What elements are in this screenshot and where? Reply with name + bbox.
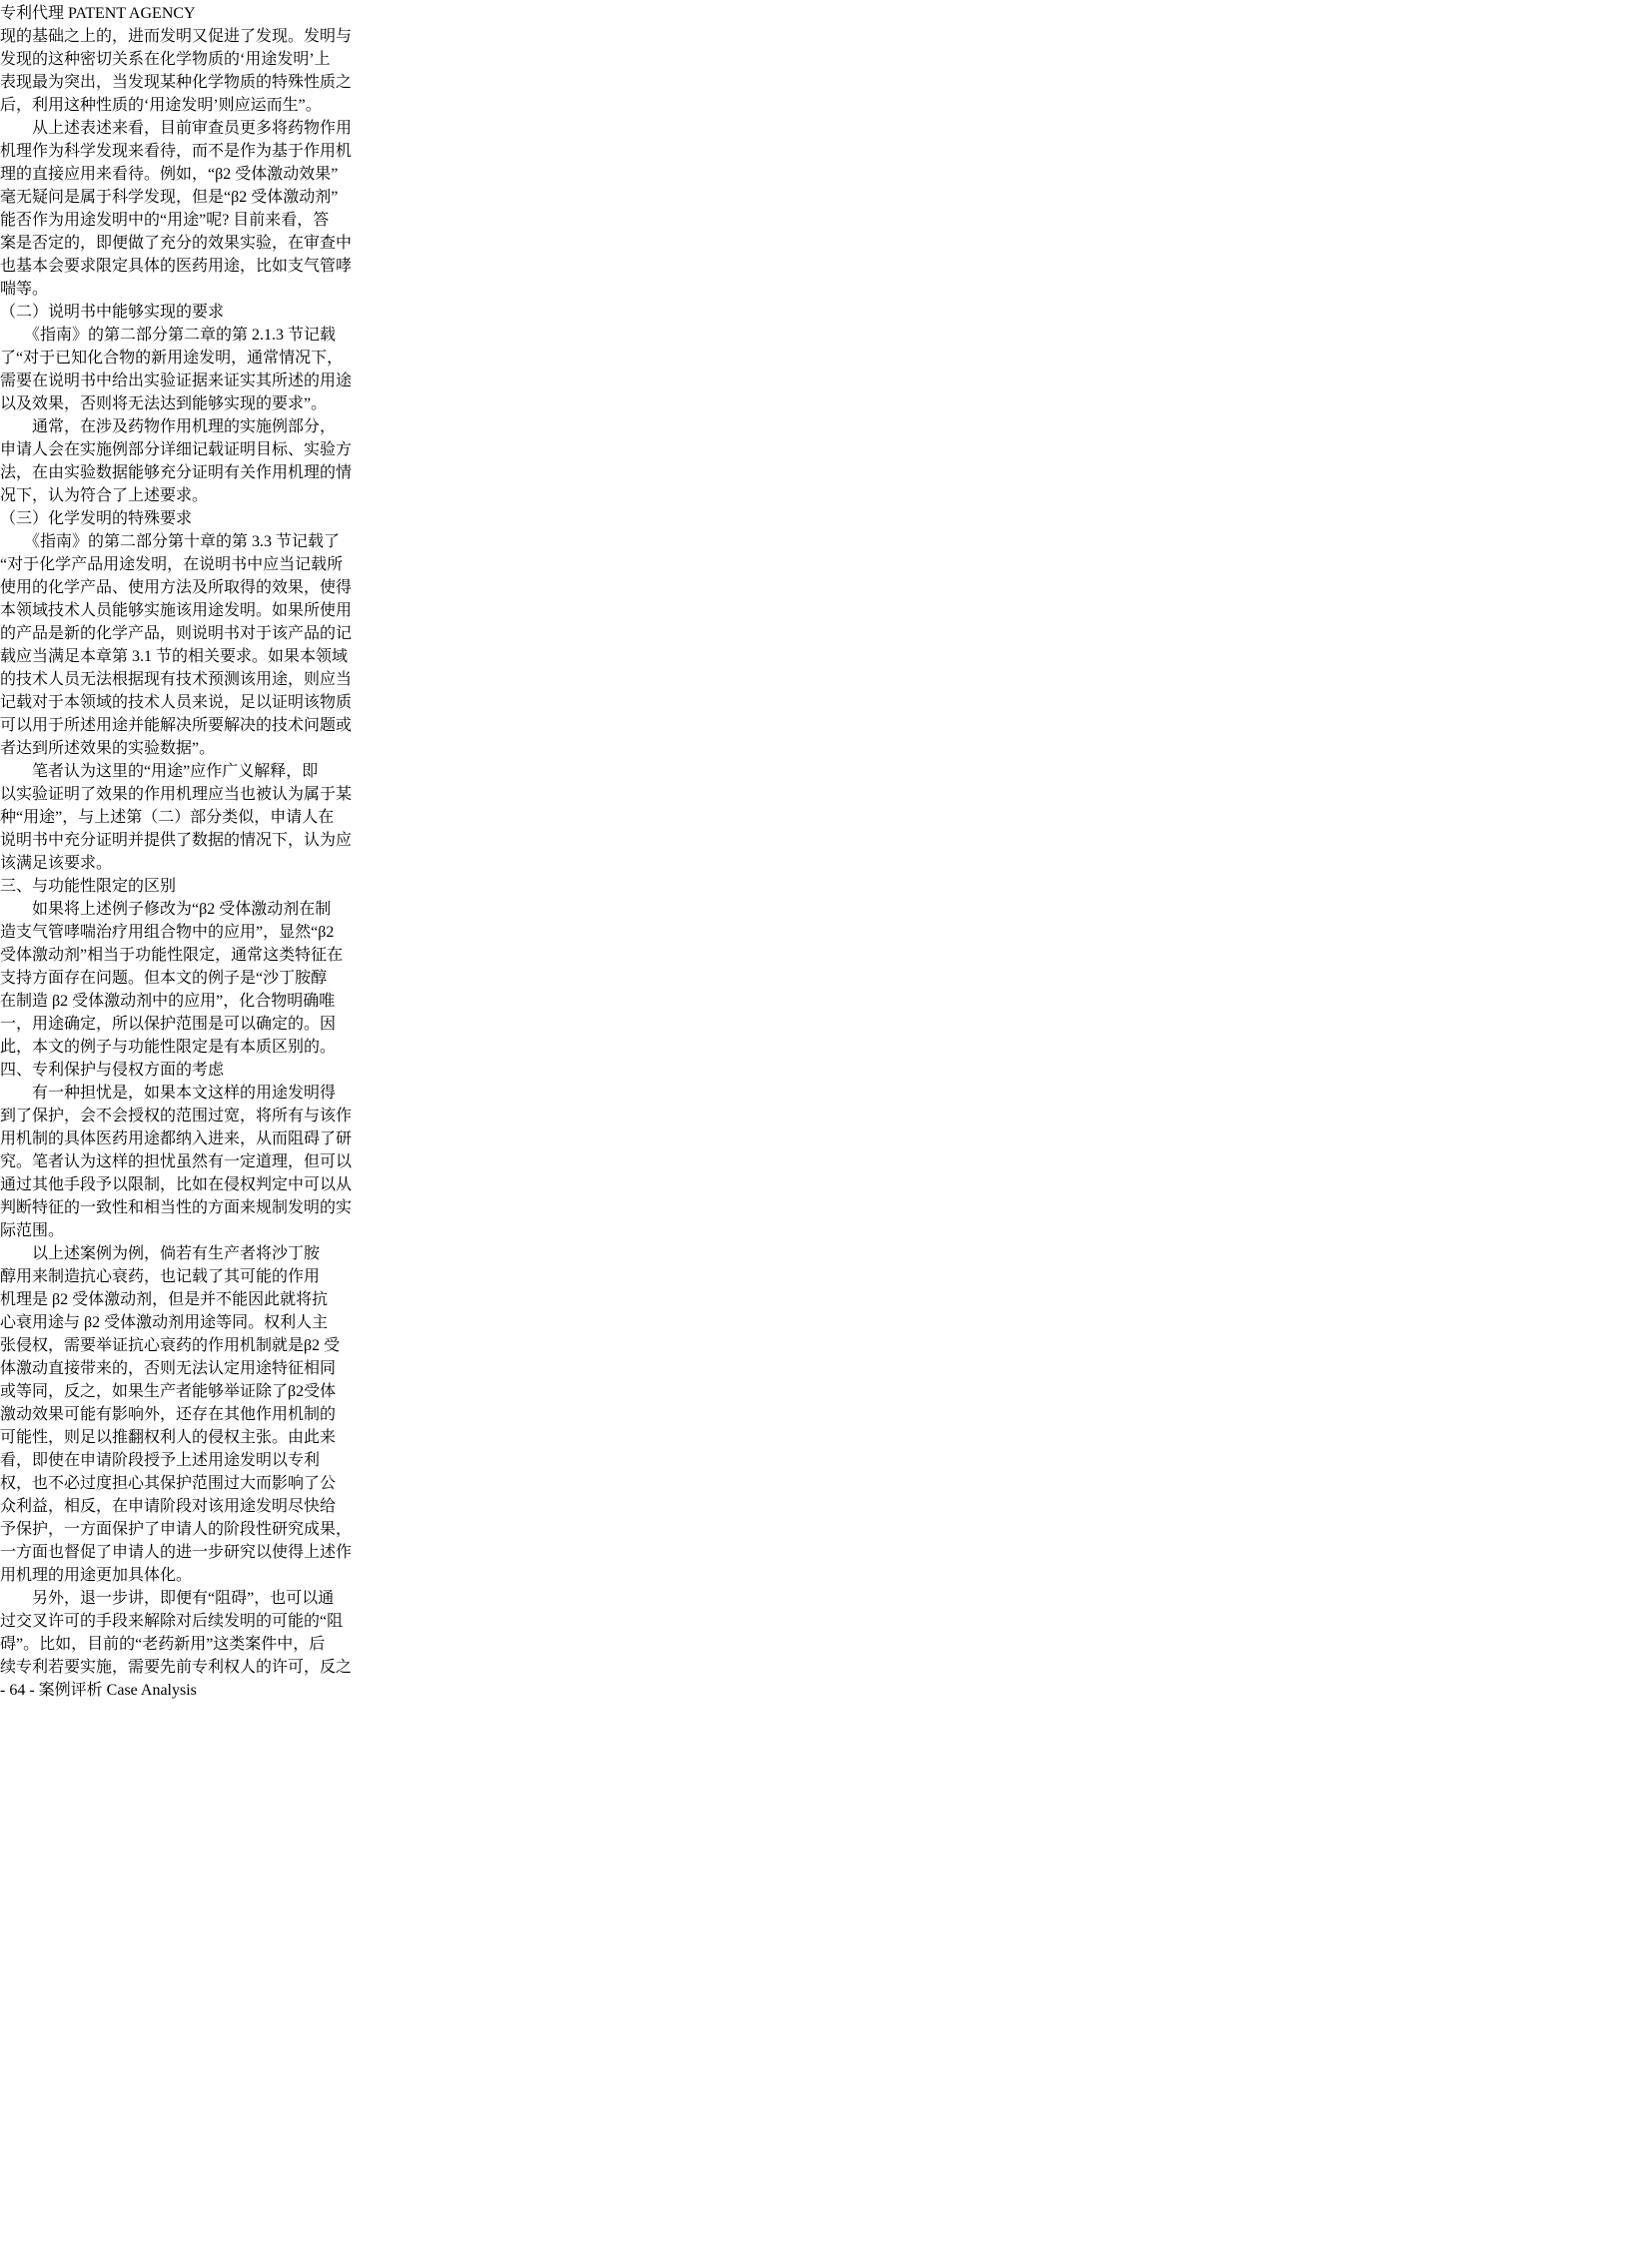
text-line: 使用的化学产品、使用方法及所取得的效果，使得: [0, 579, 353, 596]
text-line: 以及效果，否则将无法达到能够实现的要求”。: [0, 395, 328, 412]
text-line: 者达到所述效果的实验数据”。: [0, 740, 216, 757]
header-title-cn: 专利代理: [0, 5, 65, 22]
text-line: 记载对于本领域的技术人员来说，足以证明该物质: [0, 694, 353, 711]
text-line: 心衰用途与 β2 受体激动剂用途等同。权利人主: [0, 1314, 329, 1331]
text-line: 《指南》的第二部分第二章的第 2.1.3 节记载: [0, 327, 337, 344]
text-line: 究。笔者认为这样的担忧虽然有一定道理，但可以: [0, 1153, 353, 1170]
text-line: 通过其他手段予以限制，比如在侵权判定中可以从: [0, 1176, 353, 1193]
text-line: 也基本会要求限定具体的医药用途，比如支气管哮: [0, 258, 353, 275]
text-line: 种“用途”，与上述第（二）部分类似，申请人在: [0, 809, 335, 826]
text-line: 《指南》的第二部分第十章的第 3.3 节记载了: [0, 533, 341, 550]
text-line: 笔者认为这里的“用途”应作广义解释，即: [0, 763, 319, 780]
section-heading: （二）说明书中能够实现的要求: [0, 304, 225, 321]
right-column: [0, 850, 1652, 1677]
text-line: 申请人会在实施例部分详细记载证明目标、实验方: [0, 441, 353, 458]
text-line: 从上述表述来看，目前审查员更多将药物作用: [0, 120, 353, 137]
text-line: 载应当满足本章第 3.1 节的相关要求。如果本领域: [0, 648, 349, 665]
text-line: 用机理的用途更加具体化。: [0, 1567, 193, 1584]
text-line: 权，也不必过度担心其保护范围过大而影响了公: [0, 1475, 337, 1492]
text-line: 如果将上述例子修改为“β2 受体激动剂在制: [0, 901, 332, 918]
text-line: 表现最为突出，当发现某种化学物质的特殊性质之: [0, 74, 353, 91]
text-line: 此，本文的例子与功能性限定是有本质区别的。: [0, 1039, 337, 1056]
text-line: 张侵权，需要举证抗心衰药的作用机制就是β2 受: [0, 1337, 341, 1354]
text-line: 有一种担忧是，如果本文这样的用途发明得: [0, 1085, 337, 1102]
section-heading: 四、专利保护与侵权方面的考虑: [0, 1062, 225, 1079]
text-line: 予保护，一方面保护了申请人的阶段性研究成果，: [0, 1521, 353, 1538]
section-heading: 三、与功能性限定的区别: [0, 878, 177, 895]
text-line: 受体激动剂”相当于功能性限定，通常这类特征在: [0, 947, 344, 964]
text-line: 可能性，则足以推翻权利人的侵权主张。由此来: [0, 1429, 337, 1446]
text-line: 看，即使在申请阶段授予上述用途发明以专利: [0, 1452, 321, 1469]
text-line: 一，用途确定，所以保护范围是可以确定的。因: [0, 1016, 337, 1033]
header-band-left: [0, 75, 305, 143]
text-line: 造支气管哮喘治疗用组合物中的应用”，显然“β2: [0, 924, 335, 941]
header-title-en: PATENT AGENCY: [68, 5, 196, 22]
text-line: 或等同，反之，如果生产者能够举证除了β2受体: [0, 1383, 337, 1400]
text-line: 本领域技术人员能够实施该用途发明。如果所使用: [0, 602, 353, 619]
text-line: 理的直接应用来看待。例如，“β2 受体激动效果”: [0, 166, 339, 183]
text-line: 过交叉许可的手段来解除对后续发明的可能的“阻: [0, 1613, 344, 1630]
text-line: 在制造 β2 受体激动剂中的应用”，化合物明确唯: [0, 993, 336, 1010]
text-line: 机理是 β2 受体激动剂，但是并不能因此就将抗: [0, 1291, 329, 1308]
text-line: 机理作为科学发现来看待，而不是作为基于作用机: [0, 143, 353, 160]
text-line: 用机制的具体医药用途都纳入进来，从而阻碍了研: [0, 1130, 353, 1147]
page-number: - 64 -: [0, 1682, 35, 1699]
text-line: 众利益，相反，在申请阶段对该用途发明尽快给: [0, 1498, 337, 1515]
text-line: 支持方面存在问题。但本文的例子是“沙丁胺醇: [0, 970, 328, 987]
text-line: 体激动直接带来的，否则无法认定用途特征相同: [0, 1360, 337, 1377]
text-line: 况下，认为符合了上述要求。: [0, 487, 209, 504]
text-line: 的技术人员无法根据现有技术预测该用途，则应当: [0, 671, 353, 688]
text-line: 该满足该要求。: [0, 855, 113, 872]
text-line: 激动效果可能有影响外，还存在其他作用机制的: [0, 1406, 337, 1423]
left-column: [0, 23, 1652, 850]
text-line: 际范围。: [0, 1222, 65, 1239]
text-line: 发现的这种密切关系在化学物质的‘用途发明’上: [0, 51, 331, 68]
text-line: 法，在由实验数据能够充分证明有关作用机理的情: [0, 464, 353, 481]
text-line: 碍”。比如，目前的“老药新用”这类案件中，后: [0, 1636, 326, 1653]
text-line: 了“对于已知化合物的新用途发明，通常情况下，: [0, 350, 344, 367]
text-line: 的产品是新的化学产品，则说明书对于该产品的记: [0, 625, 353, 642]
text-line: “对于化学产品用途发明，在说明书中应当记载所: [0, 556, 344, 573]
text-line: 到了保护，会不会授权的范围过宽，将所有与该作: [0, 1108, 353, 1124]
text-line: 醇用来制造抗心衰药，也记载了其可能的作用: [0, 1268, 321, 1285]
text-line: 案是否定的，即便做了充分的效果实验，在审查中: [0, 235, 353, 252]
text-line: 喘等。: [0, 281, 49, 298]
text-line: 现的基础之上的，进而发明又促进了发现。发明与: [0, 28, 353, 45]
footer-section-title-en: Case Analysis: [106, 1682, 197, 1699]
text-line: 另外，退一步讲，即便有“阻碍”，也可以通: [0, 1590, 335, 1607]
text-line: 说明书中充分证明并提供了数据的情况下，认为应: [0, 832, 353, 849]
section-heading: （三）化学发明的特殊要求: [0, 510, 193, 527]
text-line: 毫无疑问是属于科学发现，但是“β2 受体激动剂”: [0, 189, 339, 206]
text-line: 一方面也督促了申请人的进一步研究以使得上述作: [0, 1544, 353, 1561]
text-line: 以实验证明了效果的作用机理应当也被认为属于某: [0, 786, 353, 803]
text-line: 以上述案例为例，倘若有生产者将沙丁胺: [0, 1245, 321, 1262]
text-line: 续专利若要实施，需要先前专利权人的许可，反之: [0, 1659, 353, 1676]
text-line: 需要在说明书中给出实验证据来证实其所述的用途: [0, 373, 353, 389]
text-line: 能否作为用途发明中的“用途”呢? 目前来看，答: [0, 212, 330, 229]
footer-section-title-cn: 案例评析: [38, 1682, 103, 1699]
text-line: 可以用于所述用途并能解决所要解决的技术问题或: [0, 717, 353, 734]
text-line: 判断特征的一致性和相当性的方面来规制发明的实: [0, 1199, 353, 1216]
text-line: 后，利用这种性质的‘用途发明’则应运而生”。: [0, 97, 322, 114]
text-line: 通常，在涉及药物作用机理的实施例部分，: [0, 418, 337, 435]
